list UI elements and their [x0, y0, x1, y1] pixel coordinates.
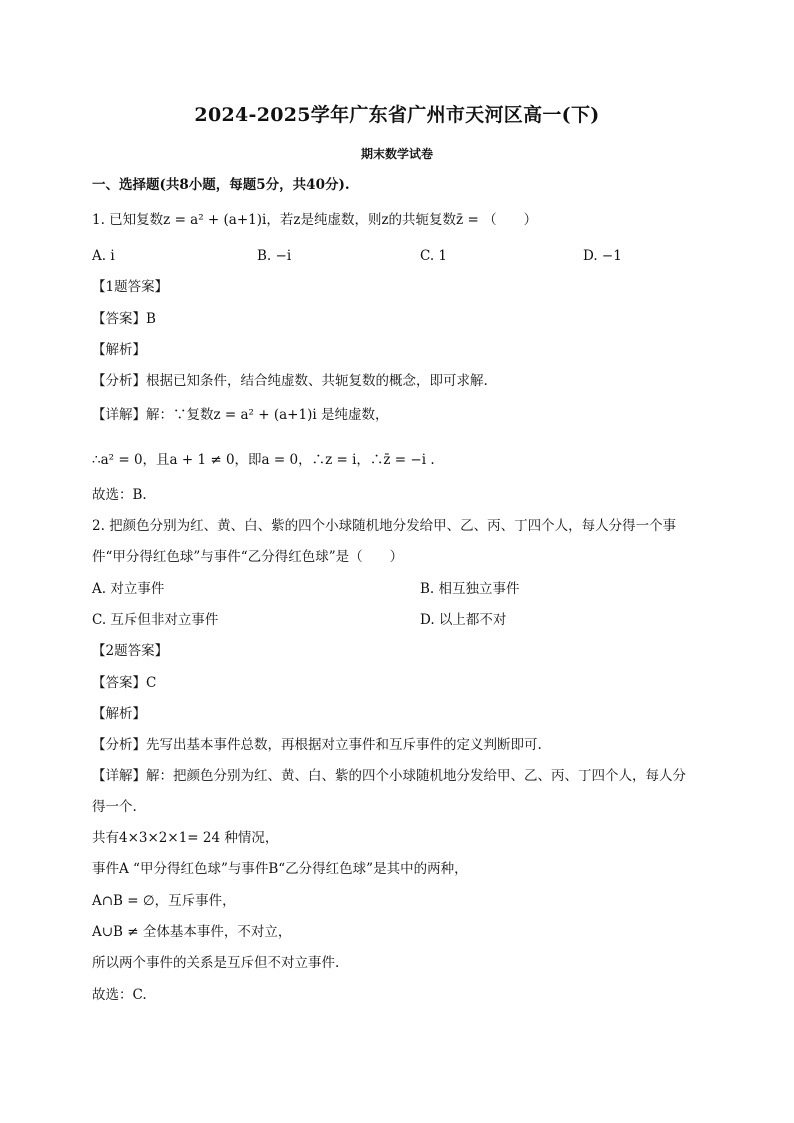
q2-answer-header: 【2题答案】 — [92, 643, 169, 659]
q1-fenxi: 【分析】根据已知条件，结合纯虚数、共轭复数的概念，即可求解. — [92, 373, 488, 389]
q2-events: 事件A “甲分得红色球”与事件B“乙分得红色球”是其中的两种， — [92, 861, 468, 877]
q2-union: A∪B ≠ 全体基本事件，不对立， — [92, 924, 292, 940]
q2-choose: 故选：C. — [92, 987, 147, 1003]
q2-stem-line2: 件“甲分得红色球”与事件“乙分得红色球”是（ ） — [92, 549, 404, 565]
q2-intersection: A∩B = ∅，互斥事件， — [92, 893, 236, 909]
q2-stem-line1: 2. 把颜色分别为红、黄、白、紫的四个小球随机地分发给甲、乙、丙、丁四个人，每人分得一个事 — [92, 518, 677, 534]
q1-answer-header: 【1题答案】 — [92, 279, 169, 295]
q2-analysis-label: 【解析】 — [92, 706, 146, 722]
document-title: 2024-2025学年广东省广州市天河区高一(下) — [194, 104, 600, 126]
section-heading: 一、选择题(共8小题，每题5分，共40分). — [92, 177, 350, 193]
q1-stem: 1. 已知复数z = a² + (a+1)i，若z是纯虚数，则z的共轭复数z̄ = （ ） — [92, 212, 538, 228]
document-subtitle: 期末数学试卷 — [360, 147, 433, 161]
q2-option-a: A. 对立事件 — [92, 581, 165, 597]
q2-detail-line1: 【详解】解：把颜色分别为红、黄、白、紫的四个小球随机地分发给甲、乙、丙、丁四个人，每人分 — [92, 768, 686, 784]
q1-option-d: D. −1 — [583, 248, 622, 264]
q1-detail: 【详解】解：∵复数z = a² + (a+1)i 是纯虚数， — [92, 407, 389, 423]
q1-answer: 【答案】B — [92, 311, 156, 327]
q1-choose: 故选：B. — [92, 487, 147, 503]
q2-option-c: C. 互斥但非对立事件 — [92, 612, 219, 628]
q1-option-b: B. −i — [257, 248, 292, 264]
q1-option-c: C. 1 — [420, 248, 448, 264]
q2-detail-line2: 得一个. — [92, 799, 137, 815]
q1-step: ∴a² = 0，且a + 1 ≠ 0，即a = 0，∴z = i，∴z̄ = −i . — [92, 452, 435, 468]
q1-option-a: A. i — [92, 248, 115, 264]
q2-option-b: B. 相互独立事件 — [420, 581, 520, 597]
q2-fenxi: 【分析】先写出基本事件总数，再根据对立事件和互斥事件的定义判断即可. — [92, 737, 542, 753]
q2-option-d: D. 以上都不对 — [420, 612, 507, 628]
q2-answer: 【答案】C — [92, 675, 157, 691]
q2-count: 共有4×3×2×1= 24 种情况， — [92, 830, 279, 846]
q2-relation: 所以两个事件的关系是互斥但不对立事件. — [92, 955, 340, 971]
q1-analysis-label: 【解析】 — [92, 342, 146, 358]
